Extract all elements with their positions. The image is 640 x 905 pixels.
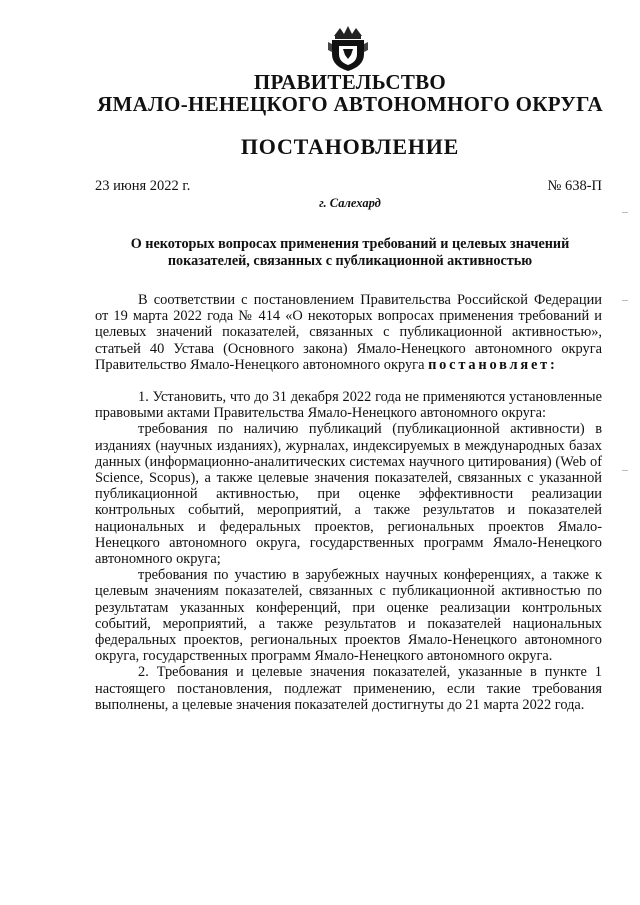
document-title: О некоторых вопросах применения требований и целевых значений показателей, связанных с публикационной активностью <box>130 236 570 269</box>
scan-margin-mark <box>622 300 628 301</box>
document-type: ПОСТАНОВЛЕНИЕ <box>240 134 460 159</box>
document-date: 23 июня 2022 г. <box>95 178 191 194</box>
preamble-text: В соответствии с постановлением Правительства Российской Федерации от 19 марта 2022 года № 414 «О некоторых вопросах применения требований и целевых значений показателей, связанных с публикационной активностью», статьей 40 Устава (Основного закона) Ямало-Ненецкого автономного округа Правительство Ямало-Ненецкого автономного округа <box>95 292 602 373</box>
scan-margin-mark <box>622 470 628 471</box>
document-city: г. Салехард <box>319 196 381 210</box>
organization-name-line1: ПРАВИТЕЛЬСТВО <box>253 70 447 94</box>
preamble-decree-word: постановляет: <box>428 356 558 373</box>
clause-2: 2. Требования и целевые значения показателей, указанные в пункте 1 настоящего постановления, подлежат применению, если такие требования выполнены, а целевые значения показателей достигнуты до 21 марта 2022 года. <box>95 664 602 713</box>
clause-1: 1. Установить, что до 31 декабря 2022 года не применяются установленные правовыми актами Правительства Ямало-Ненецкого автономного округа: <box>95 389 602 422</box>
organization-name-line2: ЯМАЛО-НЕНЕЦКОГО АВТОНОМНОГО ОКРУГА <box>97 92 603 116</box>
document-body <box>95 292 602 713</box>
preamble-paragraph <box>95 292 602 373</box>
clause-1-item-b: требования по участию в зарубежных научных конференциях, а также к целевым значениям показателей, связанных с публикационной активностью по результатам указанных конференций, при оценке реализации контрольных событий, мероприятий, а также результатов и показателей национальных федеральных проектов, региональных проектов Ямало-Ненецкого автономного округа, государственных программ Ямало-Ненецкого автономного округа. <box>95 567 602 665</box>
document-number: № 638-П <box>547 178 602 194</box>
clause-1-item-a: требования по наличию публикаций (публикационной активности) в изданиях (научных изданиях), журналах, индексируемых в международных базах данных (информационно-аналитических системах научного цитирования) (Web of Science, Scopus), а также целевые значения показателей, связанных с указанной публикационной активностью, при оценке эффективности реализации контрольных событий, мероприятий, а также результатов и показателей национальных и федеральных проектов, региональных проектов Ямало-Ненецкого автономного округа, государственных программ Ямало-Ненецкого автономного округа; <box>95 421 602 568</box>
coat-of-arms-icon <box>326 22 370 72</box>
scan-margin-mark <box>622 212 628 213</box>
